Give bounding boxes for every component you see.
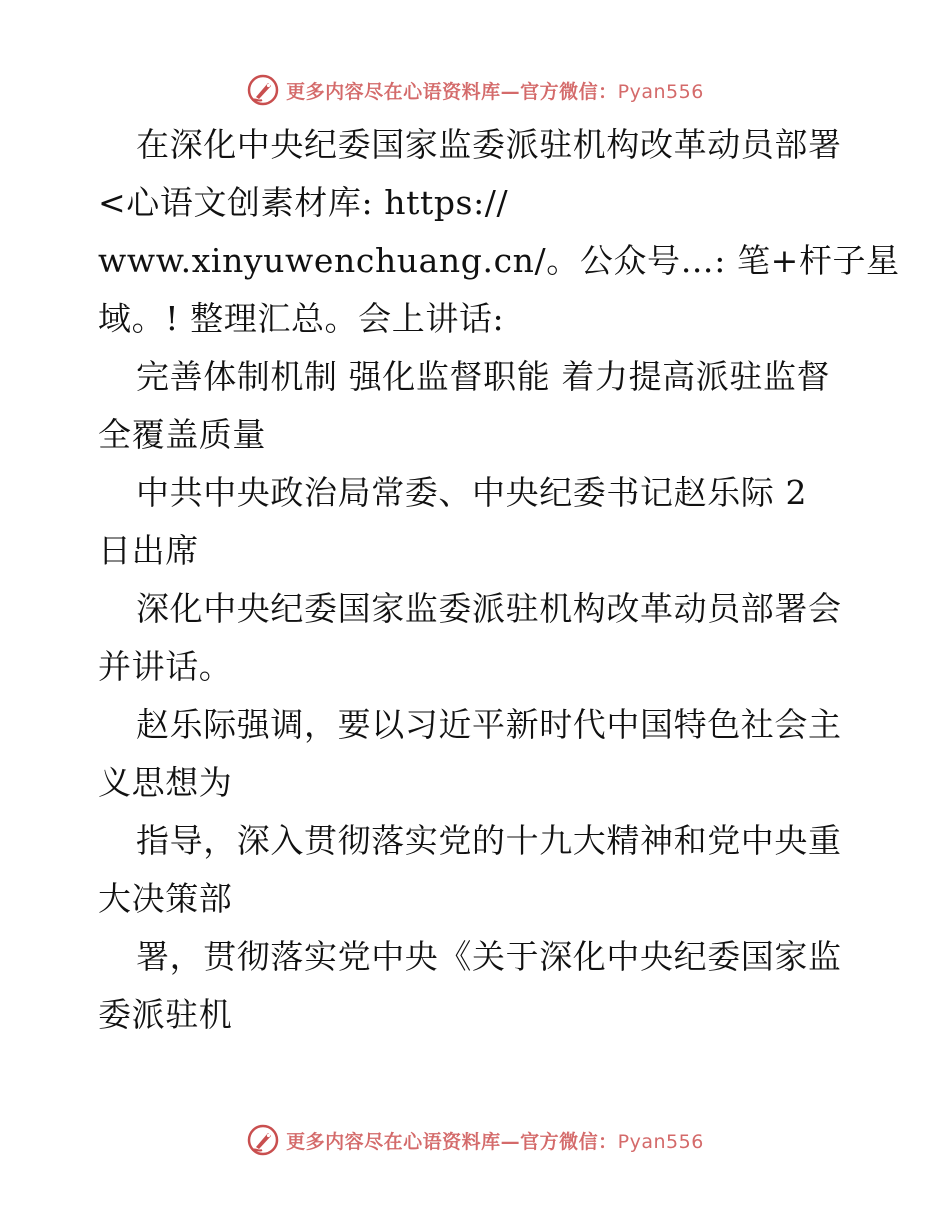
body-line: 义思想为 bbox=[98, 763, 233, 802]
footer-banner-text: 更多内容尽在心语资料库—官方微信：Pyan556 bbox=[286, 1130, 704, 1153]
body-line: 中共中央政治局常委、中央纪委书记赵乐际 2 bbox=[136, 473, 808, 512]
header-banner-text: 更多内容尽在心语资料库—官方微信：Pyan556 bbox=[286, 80, 704, 103]
body-line: 域。! 整理汇总。会上讲话: bbox=[98, 299, 505, 338]
body-line: 赵乐际强调，要以习近平新时代中国特色社会主 bbox=[136, 705, 842, 744]
body-line: 大决策部 bbox=[98, 879, 233, 918]
body-line: <心语文创素材库: https:// bbox=[98, 183, 509, 222]
body-line: 日出席 bbox=[98, 531, 199, 570]
footer-banner-contact: Pyan556 bbox=[617, 1130, 704, 1153]
footer-banner bbox=[0, 1120, 950, 1160]
header-banner bbox=[0, 70, 950, 110]
body-line: 全覆盖质量 bbox=[98, 415, 266, 454]
document-body bbox=[98, 116, 900, 1044]
body-line: 指导，深入贯彻落实党的十九大精神和党中央重 bbox=[136, 821, 842, 860]
body-line: 在深化中央纪委国家监委派驻机构改革动员部署 bbox=[136, 125, 842, 164]
pen-nib-logo-icon bbox=[246, 73, 280, 107]
body-line: 并讲话。 bbox=[98, 647, 233, 686]
pen-nib-logo-icon bbox=[246, 1123, 280, 1157]
body-line: 署，贯彻落实党中央《关于深化中央纪委国家监 bbox=[136, 937, 842, 976]
body-line: www.xinyuwenchuang.cn/。公众号…: 笔+杆子星 bbox=[98, 241, 900, 280]
body-line: 完善体制机制 强化监督职能 着力提高派驻监督 bbox=[136, 357, 831, 396]
body-line: 深化中央纪委国家监委派驻机构改革动员部署会 bbox=[136, 589, 842, 628]
body-line: 委派驻机 bbox=[98, 995, 233, 1034]
header-banner-contact: Pyan556 bbox=[617, 80, 704, 103]
